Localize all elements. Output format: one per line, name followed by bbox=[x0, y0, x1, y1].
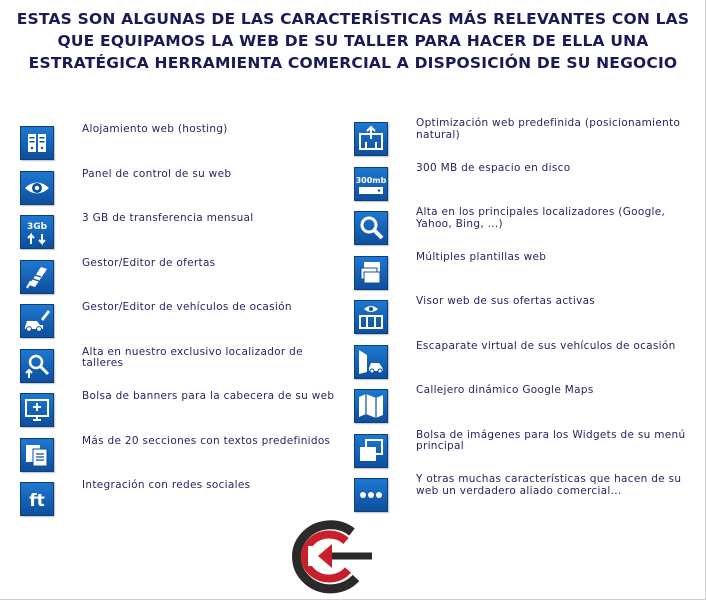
server-icon bbox=[20, 126, 54, 160]
search-upload-icon bbox=[20, 349, 54, 383]
feather-edit-icon bbox=[20, 260, 54, 294]
feature-item bbox=[20, 294, 340, 339]
feature-label: Y otras muchas características que hacen de su web un verdadero aliado comercial... bbox=[416, 473, 682, 497]
templates-icon bbox=[354, 256, 388, 290]
features-right-column bbox=[354, 116, 694, 517]
company-logo-icon bbox=[282, 516, 378, 596]
feature-item bbox=[354, 161, 694, 206]
transfer-3gb-icon bbox=[20, 215, 54, 249]
feature-item bbox=[20, 116, 340, 161]
feature-item bbox=[354, 116, 694, 161]
page-title: ESTAS SON ALGUNAS DE LAS CARACTERÍSTICAS MÁS RELEVANTES CON LAS QUE EQUIPAMOS LA WEB DE SU TALLER PARA HACER DE ELLA UNA ESTRATÉGICA HERRAMIENTA COMERCIAL A DISPOSICIÓN DE SU NEGOCIO bbox=[16, 10, 690, 72]
feature-label: Optimización web predefinida (posicionamiento natural) bbox=[416, 117, 681, 141]
feature-label: Panel de control de su web bbox=[82, 167, 232, 180]
features-left-column bbox=[20, 116, 340, 517]
feature-item bbox=[20, 383, 340, 428]
feature-label: 3 GB de transferencia mensual bbox=[82, 212, 254, 224]
optimization-chart-icon bbox=[354, 122, 388, 156]
feature-label: Gestor/Editor de vehículos de ocasión bbox=[82, 301, 292, 313]
magnifier-icon bbox=[354, 211, 388, 245]
feature-item bbox=[20, 205, 340, 250]
feature-item bbox=[354, 250, 694, 295]
social-ft-icon bbox=[20, 482, 54, 516]
feature-item bbox=[20, 339, 340, 384]
feature-label: Más de 20 secciones con textos predefinidos bbox=[82, 434, 331, 447]
feature-label: Alta en nuestro exclusivo localizador de talleres bbox=[82, 345, 303, 369]
widgets-images-icon bbox=[354, 434, 388, 468]
disk-300mb-icon-text: 300mb bbox=[355, 175, 387, 185]
disk-300mb-icon bbox=[354, 167, 388, 201]
feature-item bbox=[354, 472, 694, 517]
feature-label: Gestor/Editor de ofertas bbox=[82, 256, 216, 269]
feature-item bbox=[20, 428, 340, 473]
feature-item bbox=[354, 205, 694, 250]
feature-label: 300 MB de espacio en disco bbox=[416, 161, 571, 174]
car-showcase-icon bbox=[354, 345, 388, 379]
eye-icon bbox=[20, 171, 54, 205]
feature-item bbox=[354, 383, 694, 428]
feature-label: Bolsa de banners para la cabecera de su web bbox=[82, 390, 335, 402]
transfer-3gb-icon-text: 3Gb bbox=[26, 222, 48, 232]
feature-item bbox=[20, 161, 340, 206]
social-ft-icon-text: ft bbox=[29, 491, 45, 511]
feature-label: Alojamiento web (hosting) bbox=[82, 123, 228, 135]
feature-label: Escaparate virtual de sus vehículos de ocasión bbox=[416, 339, 676, 352]
feature-item bbox=[20, 472, 340, 517]
documents-icon bbox=[20, 438, 54, 472]
map-icon bbox=[354, 389, 388, 423]
feature-item bbox=[354, 339, 694, 384]
car-edit-icon bbox=[20, 304, 54, 338]
feature-item bbox=[20, 250, 340, 295]
feature-label: Alta en los principales localizadores (Google, Yahoo, Bing, ...) bbox=[416, 206, 666, 230]
feature-label: Múltiples plantillas web bbox=[416, 250, 547, 263]
offers-viewer-icon bbox=[354, 300, 388, 334]
more-dots-icon bbox=[354, 478, 388, 512]
feature-item bbox=[354, 294, 694, 339]
feature-item bbox=[354, 428, 694, 473]
banner-monitor-icon bbox=[20, 393, 54, 427]
feature-label: Visor web de sus ofertas activas bbox=[416, 295, 596, 307]
feature-label: Integración con redes sociales bbox=[82, 479, 251, 491]
feature-label: Bolsa de imágenes para los Widgets de su menú principal bbox=[416, 428, 686, 452]
feature-label: Callejero dinámico Google Maps bbox=[416, 384, 594, 396]
